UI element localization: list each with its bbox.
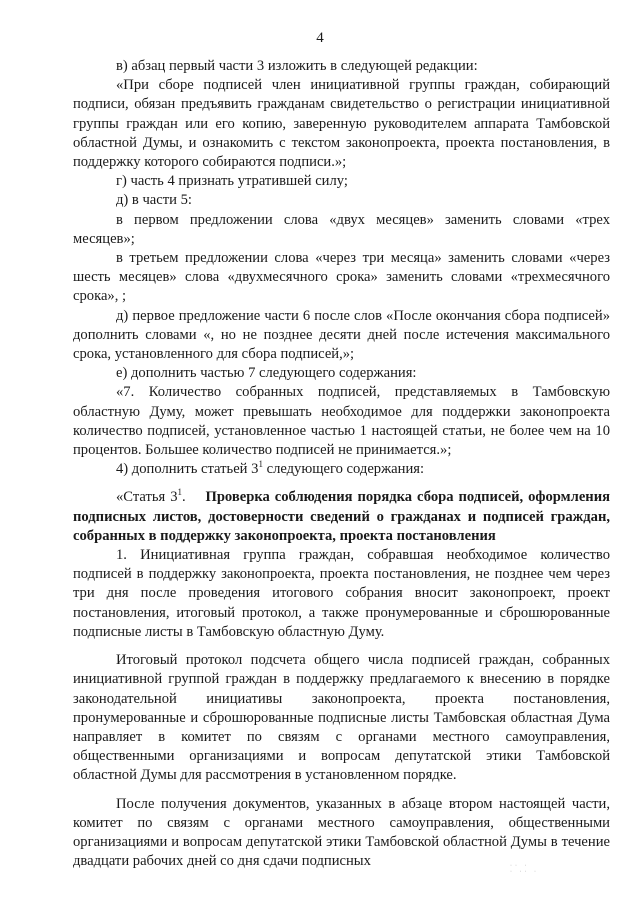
article-label-end: .: [182, 489, 186, 506]
paragraph-amend-6: д) первое предложение части 6 после слов «После окончания сбора подписей» дополнить словами «, но не позднее десяти дней после истечения максимального срока, установленного для сбора подписей,»;: [73, 307, 610, 363]
paragraph-first-sentence: в первом предложении слова «двух месяцев» заменить словами «трех месяцев»;: [73, 211, 610, 247]
paragraph-article-part-1: 1. Инициативная группа граждан, собравшая необходимое количество подписей в поддержку законопроекта, проекта постановления, не позднее чем через три дня после проведения итогового собрания вносит законопроект, проект постановления, итоговый протокол, а также пронумерованные и сброшюрованные подписные листы в Тамбовскую областную Думу.: [73, 547, 610, 640]
article-label: «Статья 3: [116, 489, 178, 506]
paragraph-add-part-7: е) дополнить частью 7 следующего содержания:: [116, 365, 417, 382]
paragraph-add-article: [73, 460, 610, 479]
paragraph-amend-5: д) в части 5:: [116, 192, 192, 209]
item4-sup: 1: [258, 459, 263, 470]
paragraph-part-7-text: «7. Количество собранных подписей, представляемых в Тамбовскую областную Думу, может превышать необходимое для поддержки законопроекта количество подписей, установленное частью 1 настоящей статьи, не более чем на 10 процентов. Большее количество подписей не принимается.»;: [73, 384, 610, 459]
paragraph-third-sentence: в третьем предложении слова «через три месяца» заменить словами «через шесть месяцев» слова «двухмесячного срока» заменить словами «трехмесячного срока», ;: [73, 250, 610, 305]
item4-before: 4) дополнить статьей 3: [116, 461, 259, 478]
paragraph-after-receipt: После получения документов, указанных в абзаце втором настоящей части, комитет по связям с органами местного самоуправления, общественными организациями и вопросам депутатской этики Тамбовской областной Думы в течение двадцати рабочих дней со дня сдачи подписных: [73, 795, 610, 870]
page-number: 4: [316, 30, 324, 46]
paragraph-final-protocol: Итоговый протокол подсчета общего числа подписей граждан, собранных инициативной группой граждан в поддержку предлагаемого к внесению в порядке законодательной инициативы законопроекта, проекта постановления, пронумерованные и сброшюрованные подписные листы Тамбовская областная Дума направляет в комитет по связям с органами местного самоуправления, общественными организациями и вопросам депутатской этики Тамбовской областной Думы для рассмотрения в установленном порядке.: [73, 652, 610, 784]
scan-artifact: ·· · · ·· ·: [510, 863, 539, 875]
article-title: Проверка соблюдения порядка сбора подписей, оформления подписных листов, достоверности сведений о гражданах и подписей граждан, собранных в поддержку законопроекта, проекта постановления: [73, 489, 611, 544]
item4-after: следующего содержания:: [262, 461, 425, 478]
article-sup: 1: [177, 487, 182, 498]
paragraph-quote-signatures: «При сборе подписей член инициативной группы граждан, собирающий подписи, обязан предъявить гражданам свидетельство о регистрации инициативной группы граждан или его копию, заверенную руководителем аппарата Тамбовской областной Думы, и ознакомить с текстом законопроекта, проекта постановления, в поддержку которого собираются подписи.»;: [73, 77, 610, 171]
paragraph-amend-3: в) абзац первый части 3 изложить в следующей редакции:: [116, 58, 478, 74]
article-heading: [73, 488, 610, 546]
paragraph-amend-4: г) часть 4 признать утратившей силу;: [116, 173, 348, 190]
document-body: [73, 57, 610, 871]
